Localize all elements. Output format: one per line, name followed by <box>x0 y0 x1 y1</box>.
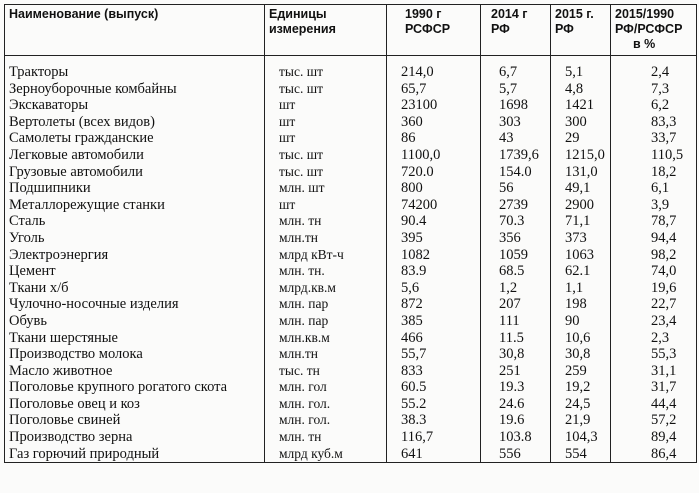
cell-name: Грузовые автомобили <box>5 164 265 181</box>
cell-unit: млн.тн <box>265 346 387 363</box>
cell-1990: 641 <box>387 446 481 463</box>
cell-1990: 720.0 <box>387 164 481 181</box>
cell-1990: 116,7 <box>387 429 481 446</box>
cell-2015: 71,1 <box>551 213 611 230</box>
cell-1990: 872 <box>387 296 481 313</box>
cell-2015: 259 <box>551 363 611 380</box>
cell-1990: 800 <box>387 180 481 197</box>
table-row <box>5 280 697 297</box>
cell-2014: 103.8 <box>481 429 551 446</box>
cell-ratio: 110,5 <box>611 147 697 164</box>
cell-1990: 23100 <box>387 97 481 114</box>
cell-name: Газ горючий природный <box>5 446 265 463</box>
table-row <box>5 346 697 363</box>
cell-unit: тыс. шт <box>265 56 387 81</box>
cell-2014: 5,7 <box>481 81 551 98</box>
cell-name: Производство молока <box>5 346 265 363</box>
cell-name: Сталь <box>5 213 265 230</box>
header-name: Наименование (выпуск) <box>5 5 265 56</box>
cell-2014: 303 <box>481 114 551 131</box>
cell-2015: 1063 <box>551 247 611 264</box>
cell-2015: 1,1 <box>551 280 611 297</box>
table-row <box>5 81 697 98</box>
cell-2014: 11.5 <box>481 330 551 347</box>
cell-2015: 1421 <box>551 97 611 114</box>
cell-2014: 1059 <box>481 247 551 264</box>
cell-unit: тыс. шт <box>265 147 387 164</box>
cell-2014: 24.6 <box>481 396 551 413</box>
cell-name: Масло животное <box>5 363 265 380</box>
cell-1990: 90.4 <box>387 213 481 230</box>
cell-2015: 30,8 <box>551 346 611 363</box>
cell-name: Уголь <box>5 230 265 247</box>
cell-unit: млн.тн <box>265 230 387 247</box>
header-2015: 2015 г. РФ <box>551 5 611 56</box>
cell-unit: млрд куб.м <box>265 446 387 463</box>
cell-name: Тракторы <box>5 56 265 81</box>
table-row <box>5 114 697 131</box>
cell-ratio: 57,2 <box>611 412 697 429</box>
table-row <box>5 130 697 147</box>
cell-2014: 19.6 <box>481 412 551 429</box>
cell-unit: млрд кВт-ч <box>265 247 387 264</box>
cell-name: Производство зерна <box>5 429 265 446</box>
cell-1990: 55.2 <box>387 396 481 413</box>
table-body <box>5 56 697 463</box>
cell-name: Обувь <box>5 313 265 330</box>
cell-name: Поголовье свиней <box>5 412 265 429</box>
cell-ratio: 89,4 <box>611 429 697 446</box>
cell-name: Электроэнергия <box>5 247 265 264</box>
cell-1990: 38.3 <box>387 412 481 429</box>
cell-1990: 60.5 <box>387 379 481 396</box>
cell-ratio: 6,1 <box>611 180 697 197</box>
cell-unit: тыс. шт <box>265 81 387 98</box>
cell-1990: 466 <box>387 330 481 347</box>
cell-ratio: 31,7 <box>611 379 697 396</box>
cell-2014: 19.3 <box>481 379 551 396</box>
cell-unit: шт <box>265 97 387 114</box>
cell-unit: млн. гол. <box>265 396 387 413</box>
cell-1990: 83.9 <box>387 263 481 280</box>
cell-ratio: 55,3 <box>611 346 697 363</box>
table-row <box>5 247 697 264</box>
cell-unit: шт <box>265 130 387 147</box>
table-row <box>5 313 697 330</box>
cell-name: Подшипники <box>5 180 265 197</box>
cell-1990: 55,7 <box>387 346 481 363</box>
cell-2014: 356 <box>481 230 551 247</box>
cell-name: Экскаваторы <box>5 97 265 114</box>
cell-2014: 2739 <box>481 197 551 214</box>
cell-unit: шт <box>265 114 387 131</box>
cell-name: Чулочно-носочные изделия <box>5 296 265 313</box>
cell-unit: шт <box>265 197 387 214</box>
cell-ratio: 2,4 <box>611 56 697 81</box>
cell-2014: 251 <box>481 363 551 380</box>
table-row <box>5 330 697 347</box>
cell-2015: 373 <box>551 230 611 247</box>
cell-ratio: 6,2 <box>611 97 697 114</box>
cell-1990: 214,0 <box>387 56 481 81</box>
cell-2014: 111 <box>481 313 551 330</box>
cell-1990: 5,6 <box>387 280 481 297</box>
header-1990: 1990 г РСФСР <box>387 5 481 56</box>
cell-ratio: 2,3 <box>611 330 697 347</box>
table-row <box>5 56 697 81</box>
cell-ratio: 3,9 <box>611 197 697 214</box>
cell-2014: 154.0 <box>481 164 551 181</box>
cell-ratio: 86,4 <box>611 446 697 463</box>
table-row <box>5 446 697 463</box>
table-row <box>5 396 697 413</box>
cell-name: Ткани шерстяные <box>5 330 265 347</box>
cell-2015: 104,3 <box>551 429 611 446</box>
cell-2014: 207 <box>481 296 551 313</box>
cell-unit: тыс. шт <box>265 164 387 181</box>
cell-2014: 68.5 <box>481 263 551 280</box>
header-2014: 2014 г РФ <box>481 5 551 56</box>
cell-2014: 43 <box>481 130 551 147</box>
cell-2015: 131,0 <box>551 164 611 181</box>
cell-2014: 56 <box>481 180 551 197</box>
cell-name: Цемент <box>5 263 265 280</box>
cell-unit: млн. тн <box>265 429 387 446</box>
header-ratio: 2015/1990 РФ/РСФСР в % <box>611 5 697 56</box>
cell-2015: 49,1 <box>551 180 611 197</box>
cell-2015: 300 <box>551 114 611 131</box>
cell-1990: 385 <box>387 313 481 330</box>
cell-unit: млрд.кв.м <box>265 280 387 297</box>
cell-ratio: 83,3 <box>611 114 697 131</box>
cell-2014: 1739,6 <box>481 147 551 164</box>
cell-1990: 1100,0 <box>387 147 481 164</box>
cell-ratio: 31,1 <box>611 363 697 380</box>
cell-1990: 1082 <box>387 247 481 264</box>
cell-ratio: 33,7 <box>611 130 697 147</box>
cell-2015: 2900 <box>551 197 611 214</box>
cell-ratio: 94,4 <box>611 230 697 247</box>
cell-unit: млн. гол <box>265 379 387 396</box>
cell-unit: млн. тн. <box>265 263 387 280</box>
table-row <box>5 429 697 446</box>
table-row <box>5 97 697 114</box>
cell-unit: млн. гол. <box>265 412 387 429</box>
cell-unit: тыс. тн <box>265 363 387 380</box>
cell-1990: 833 <box>387 363 481 380</box>
cell-2015: 10,6 <box>551 330 611 347</box>
cell-name: Поголовье крупного рогатого скота <box>5 379 265 396</box>
cell-ratio: 23,4 <box>611 313 697 330</box>
table-row <box>5 147 697 164</box>
cell-2015: 554 <box>551 446 611 463</box>
cell-2014: 1,2 <box>481 280 551 297</box>
cell-ratio: 7,3 <box>611 81 697 98</box>
cell-unit: млн. пар <box>265 296 387 313</box>
table-row <box>5 164 697 181</box>
cell-2015: 198 <box>551 296 611 313</box>
table-row <box>5 263 697 280</box>
table-row <box>5 230 697 247</box>
cell-name: Поголовье овец и коз <box>5 396 265 413</box>
cell-2014: 30,8 <box>481 346 551 363</box>
cell-2015: 1215,0 <box>551 147 611 164</box>
cell-1990: 74200 <box>387 197 481 214</box>
cell-1990: 395 <box>387 230 481 247</box>
cell-2015: 19,2 <box>551 379 611 396</box>
cell-ratio: 44,4 <box>611 396 697 413</box>
cell-ratio: 78,7 <box>611 213 697 230</box>
cell-2014: 70.3 <box>481 213 551 230</box>
cell-unit: млн. шт <box>265 180 387 197</box>
cell-name: Ткани х/б <box>5 280 265 297</box>
cell-2014: 6,7 <box>481 56 551 81</box>
cell-unit: млн. пар <box>265 313 387 330</box>
cell-ratio: 98,2 <box>611 247 697 264</box>
table-header-row <box>5 5 697 56</box>
cell-2015: 24,5 <box>551 396 611 413</box>
header-unit: Единицы измерения <box>265 5 387 56</box>
table-row <box>5 412 697 429</box>
cell-1990: 86 <box>387 130 481 147</box>
cell-unit: млн.кв.м <box>265 330 387 347</box>
table-row <box>5 213 697 230</box>
table-row <box>5 180 697 197</box>
cell-2014: 556 <box>481 446 551 463</box>
table-row <box>5 296 697 313</box>
cell-ratio: 19,6 <box>611 280 697 297</box>
cell-1990: 65,7 <box>387 81 481 98</box>
table-row <box>5 379 697 396</box>
cell-ratio: 22,7 <box>611 296 697 313</box>
cell-name: Вертолеты (всех видов) <box>5 114 265 131</box>
cell-name: Самолеты гражданские <box>5 130 265 147</box>
table-row <box>5 363 697 380</box>
cell-name: Легковые автомобили <box>5 147 265 164</box>
cell-2015: 29 <box>551 130 611 147</box>
table-row <box>5 197 697 214</box>
cell-unit: млн. тн <box>265 213 387 230</box>
cell-2015: 90 <box>551 313 611 330</box>
cell-2015: 21,9 <box>551 412 611 429</box>
cell-ratio: 18,2 <box>611 164 697 181</box>
production-table <box>4 4 697 463</box>
cell-2015: 62.1 <box>551 263 611 280</box>
cell-name: Металлорежущие станки <box>5 197 265 214</box>
cell-ratio: 74,0 <box>611 263 697 280</box>
cell-2015: 5,1 <box>551 56 611 81</box>
cell-2014: 1698 <box>481 97 551 114</box>
cell-2015: 4,8 <box>551 81 611 98</box>
cell-name: Зерноуборочные комбайны <box>5 81 265 98</box>
cell-1990: 360 <box>387 114 481 131</box>
